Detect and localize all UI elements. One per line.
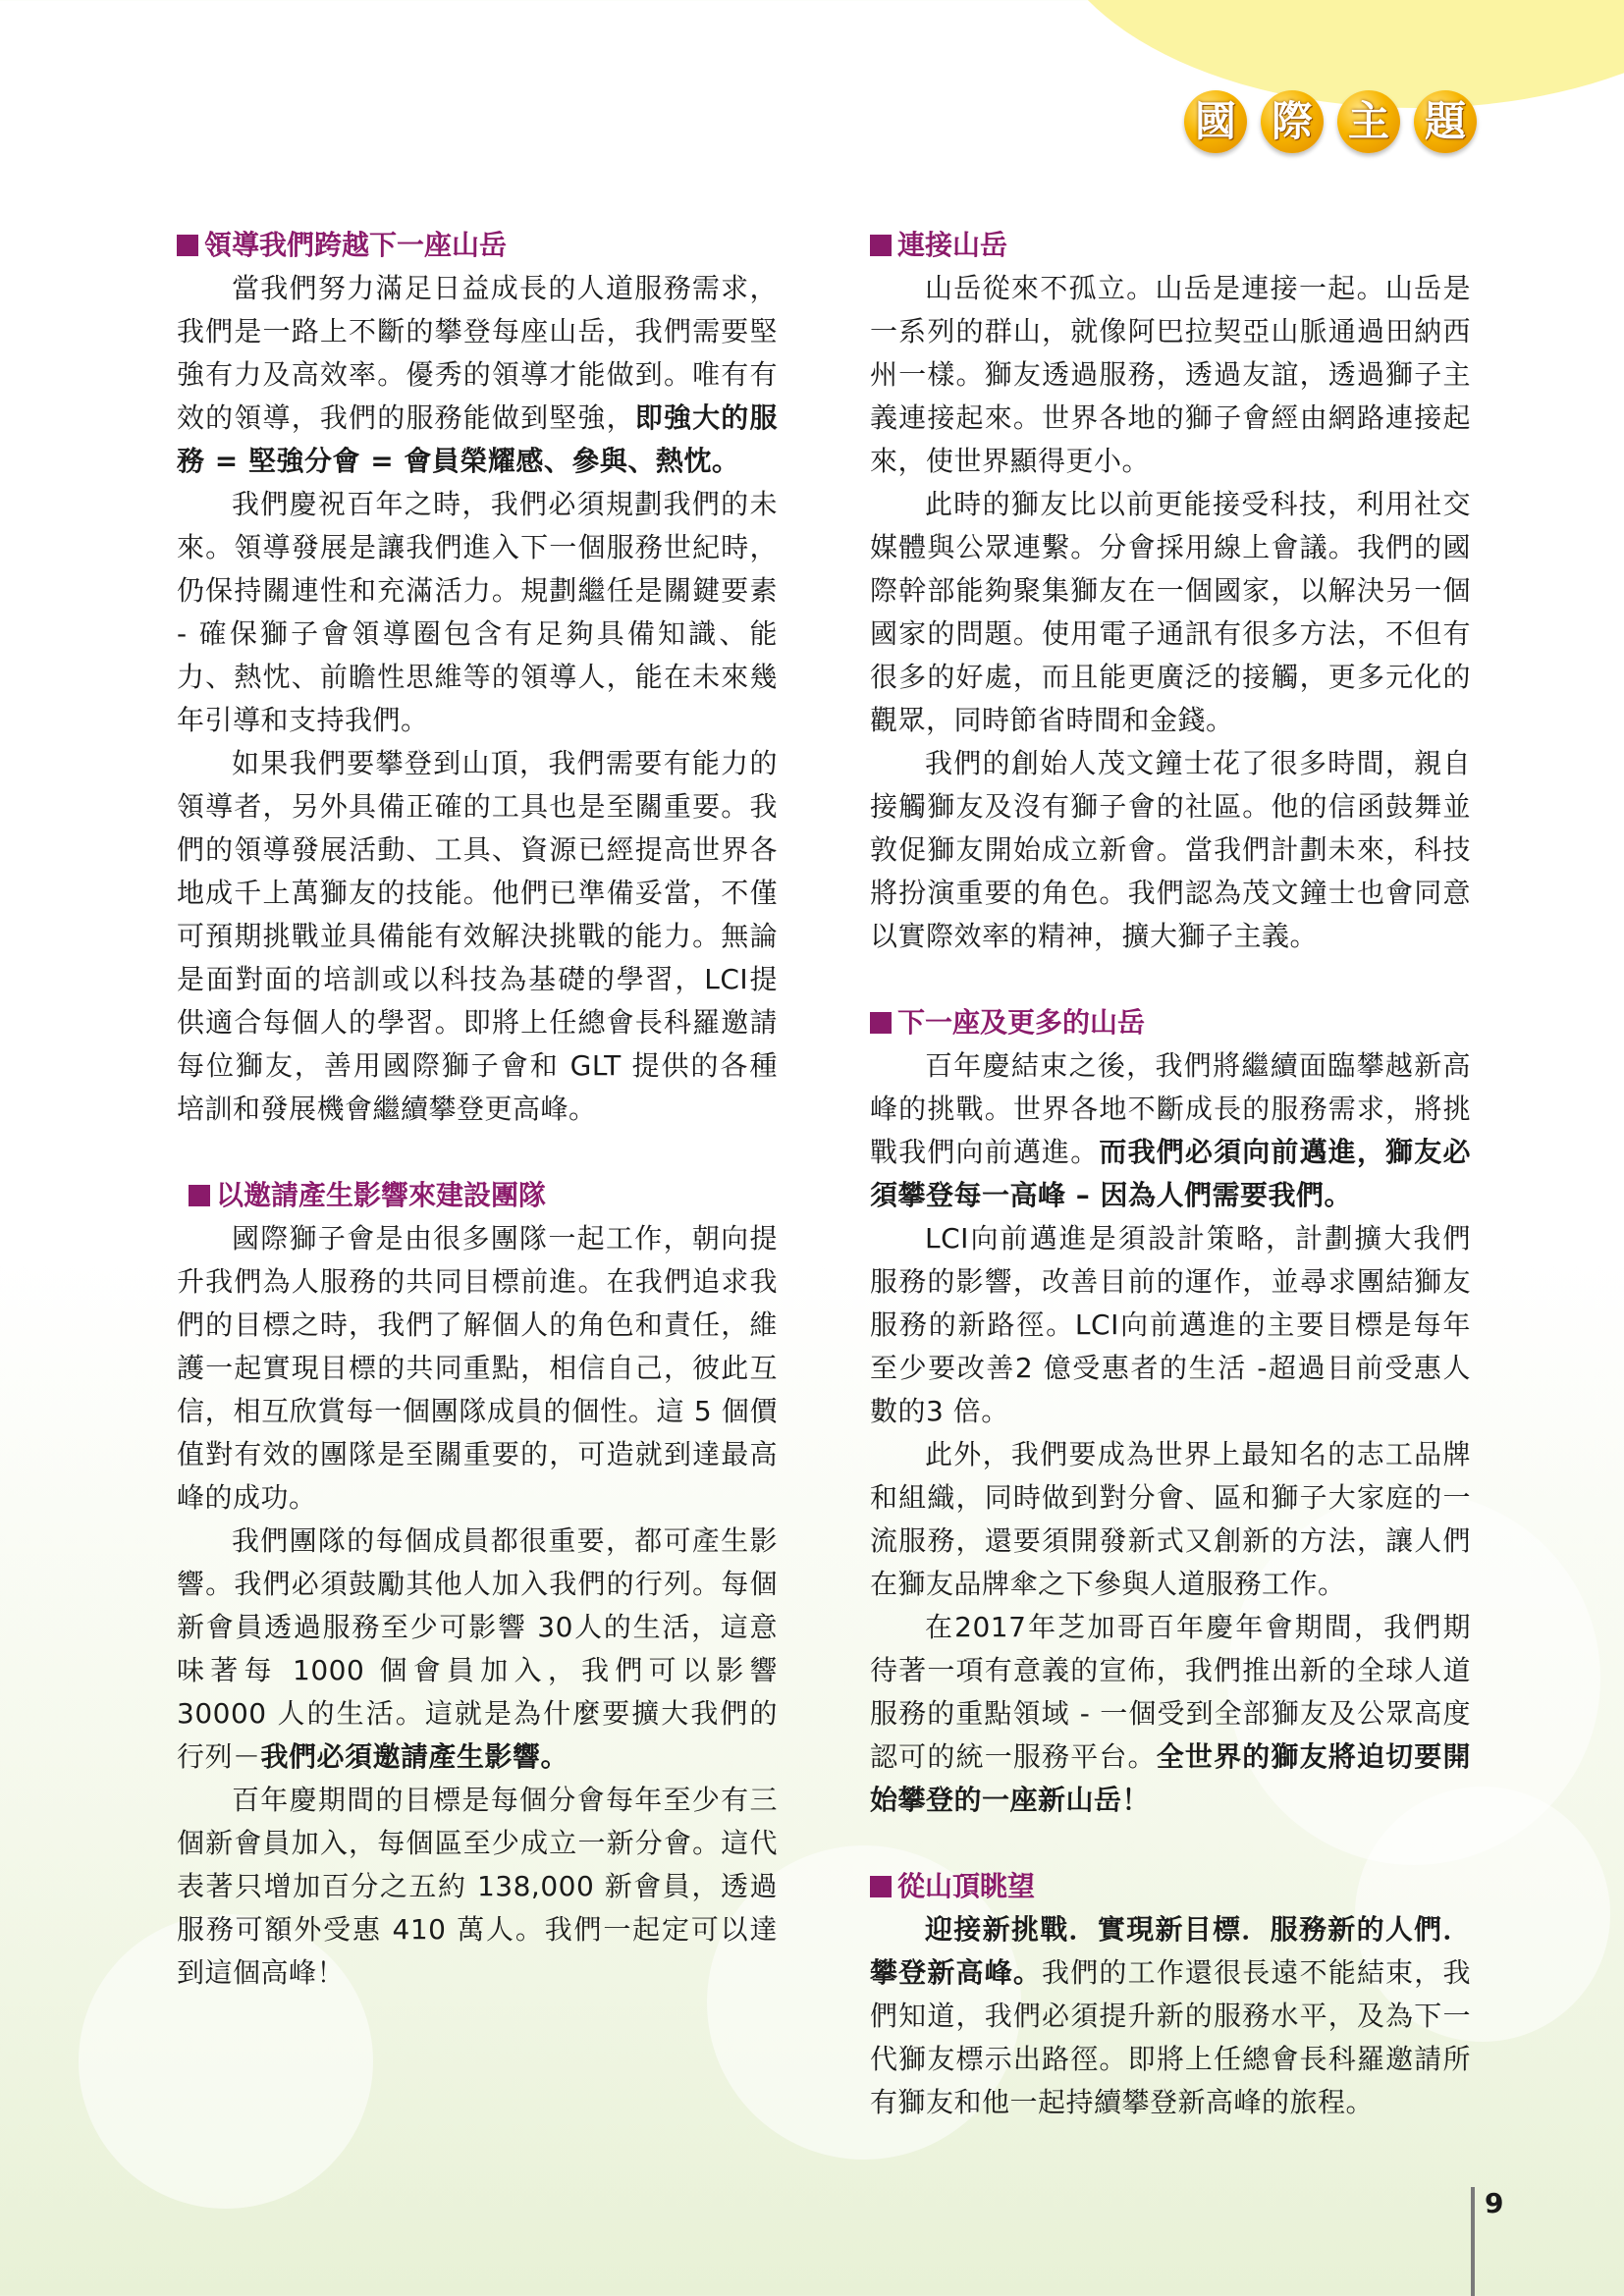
paragraph: 我們的創始人茂文鐘士花了很多時間，親自接觸獅友及沒有獅子會的社區。他的信函鼓舞並敦促獅友開始成立新會。當我們計劃未來，科技將扮演重要的角色。我們認為茂文鐘士也會同意以實際效率的精神，擴大獅子主義。 bbox=[870, 747, 1471, 952]
paragraph: 我們慶祝百年之時，我們必須規劃我們的未來。領導發展是讓我們進入下一個服務世紀時，仍保持關連性和充滿活力。規劃繼任是關鍵要素 - 確保獅子會領導圈包含有足夠具備知識、能力、熱忱、前瞻性思維等的領導人，能在未來幾年引導和支持我們。 bbox=[177, 488, 778, 736]
paragraph: LCI向前邁進是須設計策略，計劃擴大我們服務的影響，改善目前的運作，並尋求團結獅友服務的新路徑。LCI向前邁進的主要目標是每年至少要改善2 億受惠者的生活 -超過目前受惠人數的3 倍。 bbox=[870, 1222, 1471, 1427]
title-char: 主 bbox=[1337, 90, 1400, 153]
title-char: 題 bbox=[1414, 90, 1477, 153]
paragraph: 在2017年芝加哥百年慶年會期間，我們期待著一項有意義的宣佈，我們推出新的全球人道服務的重點領域 - 一個受到全部獅友及公眾高度認可的統一服務平台。全世界的獅友將迫切要開始攀登的一座新山岳！ bbox=[870, 1611, 1471, 1816]
paragraph: 如果我們要攀登到山頂，我們需要有能力的領導者，另外具備正確的工具也是至關重要。我們的領導發展活動、工具、資源已經提高世界各地成千上萬獅友的技能。他們已準備妥當，不僅可預期挑戰並具備能有效解決挑戰的能力。無論是面對面的培訓或以科技為基礎的學習，LCI提供適合每個人的學習。即將上任總會長科羅邀請每位獅友，善用國際獅子會和 GLT 提供的各種培訓和發展機會繼續攀登更高峰。 bbox=[177, 747, 778, 1125]
section-heading: 以邀請產生影響來建設團隊 bbox=[177, 1174, 778, 1217]
paragraph: 國際獅子會是由很多團隊一起工作，朝向提升我們為人服務的共同目標前進。在我們追求我們的目標之時，我們了解個人的角色和責任，維護一起實現目標的共同重點，相信自己，彼此互信，相互欣賞每一個團隊成員的個性。這 5 個價值對有效的團隊是至關重要的，可造就到達最高峰的成功。 bbox=[177, 1222, 778, 1514]
title-char: 際 bbox=[1261, 90, 1324, 153]
left-column bbox=[177, 224, 778, 1995]
section-heading: 下一座及更多的山岳 bbox=[870, 1001, 1471, 1044]
square-bullet-icon bbox=[870, 235, 892, 256]
paragraph: 山岳從來不孤立。山岳是連接一起。山岳是一系列的群山，就像阿巴拉契亞山脈通過田納西州一樣。獅友透過服務，透過友誼，透過獅子主義連接起來。世界各地的獅子會經由網路連接起來，使世界顯得更小。 bbox=[870, 272, 1471, 477]
section-heading: 從山頂眺望 bbox=[870, 1865, 1471, 1908]
paragraph: 迎接新挑戰．實現新目標．服務新的人們．攀登新高峰。我們的工作還很長遠不能結束，我們知道，我們必須提升新的服務水平，及為下一代獅友標示出路徑。即將上任總會長科羅邀請所有獅友和他一起持續攀登新高峰的旅程。 bbox=[870, 1913, 1471, 2118]
paragraph: 百年慶期間的目標是每個分會每年至少有三個新會員加入，每個區至少成立一新分會。這代表著只增加百分之五約 138,000 新會員，透過服務可額外受惠 410 萬人。我們一起定可以達到這個高峰！ bbox=[177, 1784, 778, 1989]
right-column bbox=[870, 224, 1471, 2124]
square-bullet-icon bbox=[177, 235, 198, 256]
page-number-bar bbox=[1471, 2187, 1475, 2296]
title-char: 國 bbox=[1184, 90, 1247, 153]
section-title bbox=[1184, 90, 1477, 153]
section-heading: 領導我們跨越下一座山岳 bbox=[177, 224, 778, 267]
paragraph: 此時的獅友比以前更能接受科技，利用社交媒體與公眾連繫。分會採用線上會議。我們的國際幹部能夠聚集獅友在一個國家，以解決另一個國家的問題。使用電子通訊有很多方法，不但有很多的好處，而且能更廣泛的接觸，更多元化的觀眾，同時節省時間和金錢。 bbox=[870, 488, 1471, 736]
paragraph: 百年慶結束之後，我們將繼續面臨攀越新高峰的挑戰。世界各地不斷成長的服務需求，將挑戰我們向前邁進。而我們必須向前邁進，獅友必須攀登每一高峰 – 因為人們需要我們。 bbox=[870, 1049, 1471, 1211]
square-bullet-icon bbox=[870, 1012, 892, 1034]
paragraph: 此外，我們要成為世界上最知名的志工品牌和組織，同時做到對分會、區和獅子大家庭的一流服務，還要須開發新式又創新的方法，讓人們在獅友品牌傘之下參與人道服務工作。 bbox=[870, 1438, 1471, 1600]
square-bullet-icon bbox=[189, 1185, 210, 1206]
page-number: 9 bbox=[1485, 2187, 1504, 2219]
section-heading: 連接山岳 bbox=[870, 224, 1471, 267]
square-bullet-icon bbox=[870, 1876, 892, 1897]
paragraph: 當我們努力滿足日益成長的人道服務需求，我們是一路上不斷的攀登每座山岳，我們需要堅強有力及高效率。優秀的領導才能做到。唯有有效的領導，我們的服務能做到堅強，即強大的服務 = 堅強分會 = 會員榮耀感、參與、熱忱。 bbox=[177, 272, 778, 477]
paragraph: 我們團隊的每個成員都很重要，都可產生影響。我們必須鼓勵其他人加入我們的行列。每個新會員透過服務至少可影響 30人的生活，這意味著每 1000 個會員加入，我們可以影響 30000 人的生活。這就是為什麼要擴大我們的行列－我們必須邀請產生影響。 bbox=[177, 1524, 778, 1773]
